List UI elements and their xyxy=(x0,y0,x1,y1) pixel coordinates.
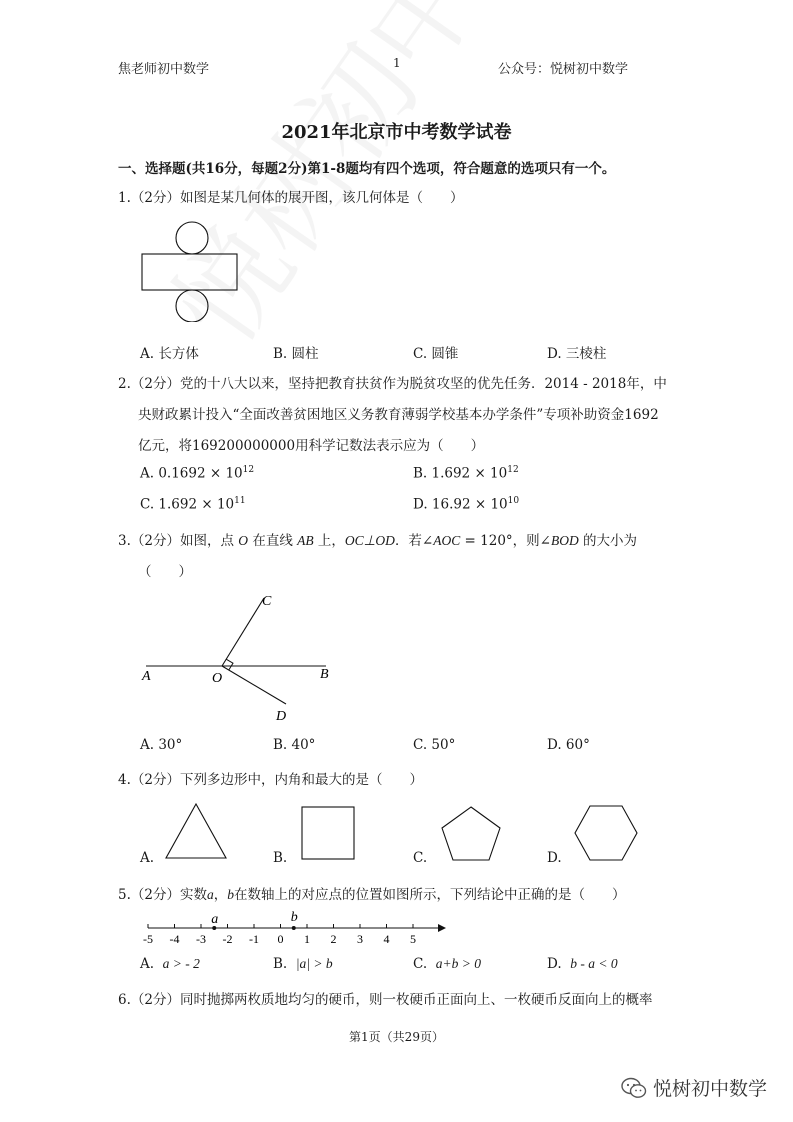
q1-bottom-circle xyxy=(176,290,208,322)
header-left: 焦老师初中数学 xyxy=(118,62,210,77)
q5-tick-label: 4 xyxy=(383,932,390,946)
q4-triangle-figure xyxy=(162,800,232,862)
wechat-icon xyxy=(621,1077,647,1099)
q3-label-c: C xyxy=(262,594,272,609)
q2-option-c[interactable]: C. $1.692 \times 10^{11}$ xyxy=(140,496,246,513)
q2-option-b[interactable]: B. $1.692 \times 10^{12}$ xyxy=(413,465,519,482)
q2-option-a[interactable]: A. $0.1692 \times 10^{12}$ xyxy=(140,465,255,482)
brand-name: 悦树初中数学 xyxy=(652,1078,767,1100)
q1-top-circle xyxy=(176,222,208,254)
q5-option-a[interactable]: A. a > - 2 xyxy=(140,956,200,972)
q4-option-a[interactable]: A. xyxy=(140,850,155,866)
q4-square-figure xyxy=(298,803,358,861)
q1-stem: 1.（2分）如图是某几何体的展开图，该几何体是（ ） xyxy=(118,190,464,206)
q4-option-d[interactable]: D. xyxy=(547,850,562,866)
q2-line2: 央财政累计投入“全面改善贫困地区义务教育薄弱学校基本办学条件”专项补助资金1692 xyxy=(138,407,659,423)
q3-right-angle-mark xyxy=(226,659,233,670)
q5-number-line xyxy=(138,908,448,948)
q1-option-d[interactable]: D. 三棱柱 xyxy=(547,346,607,362)
q5-point-b xyxy=(292,926,296,930)
q3-label-b: B xyxy=(320,667,329,682)
q5-stem: 5.（2分）实数a，b在数轴上的对应点的位置如图所示，下列结论中正确的是（ ） xyxy=(118,887,626,903)
page-title: 2021年北京市中考数学试卷 xyxy=(281,122,512,143)
q1-option-a[interactable]: A. 长方体 xyxy=(140,346,199,362)
q5-tick-label: -4 xyxy=(169,932,180,946)
q4-stem: 4.（2分）下列多边形中，内角和最大的是（ ） xyxy=(118,772,423,788)
q5-tick-label: 3 xyxy=(357,932,363,946)
q2-line1: 2.（2分）党的十八大以来，坚持把教育扶贫作为脱贫攻坚的优先任务．2014 - 2018年，中 xyxy=(118,376,667,392)
header-page-number: 1 xyxy=(393,56,401,70)
q5-tick-label: 5 xyxy=(410,932,416,946)
q3-angle-figure xyxy=(136,590,346,725)
q5-label-b: b xyxy=(290,910,298,925)
section-heading: 一、选择题(共16分，每题2分)第1-8题均有四个选项，符合题意的选项只有一个。 xyxy=(118,161,616,177)
q3-ray-od xyxy=(222,666,286,704)
q5-option-d[interactable]: D. b - a < 0 xyxy=(547,956,618,972)
q3-label-d: D xyxy=(276,709,287,724)
q5-tick-label: 1 xyxy=(304,932,310,946)
q5-label-a: a xyxy=(211,912,219,927)
q4-option-b[interactable]: B. xyxy=(273,850,288,866)
q5-tick-label: -5 xyxy=(143,932,153,946)
header-right: 公众号：悦树初中数学 xyxy=(498,62,629,77)
q3-label-o: O xyxy=(212,671,223,686)
q3-stem: 3.（2分）如图，点 O 在直线 AB 上，OC⊥OD．若∠AOC = 120°，则∠BOD 的大小为 xyxy=(118,533,638,549)
q4-pentagon-figure xyxy=(438,803,504,863)
q3-ray-oc xyxy=(222,598,264,666)
brand-watermark xyxy=(621,1074,767,1101)
q2-option-d[interactable]: D. $16.92 \times 10^{10}$ xyxy=(413,496,520,513)
q5-tick-label: -3 xyxy=(196,932,206,946)
q1-rectangle xyxy=(142,254,237,290)
q1-option-b[interactable]: B. 圆柱 xyxy=(273,346,319,362)
q4-hexagon-figure xyxy=(572,802,640,864)
q1-option-c[interactable]: C. 圆锥 xyxy=(413,346,459,362)
q3-option-a[interactable]: A. 30° xyxy=(140,737,183,753)
q3-label-a: A xyxy=(142,669,151,684)
q5-tick-label: 2 xyxy=(330,932,337,946)
q5-axis-arrow xyxy=(438,924,446,932)
q2-line3: 亿元，将169200000000用科学记数法表示应为（ ） xyxy=(138,438,485,454)
q5-option-c[interactable]: C. a+b > 0 xyxy=(413,956,481,972)
q6-stem: 6.（2分）同时抛掷两枚质地均匀的硬币，则一枚硬币正面向上、一枚硬币反面向上的概率 xyxy=(118,992,653,1008)
q3-option-c[interactable]: C. 50° xyxy=(413,737,456,753)
q3-paren: （ ） xyxy=(138,564,192,580)
q3-option-d[interactable]: D. 60° xyxy=(547,737,590,753)
q5-option-b[interactable]: B. |a| > b xyxy=(273,956,333,972)
q5-tick-label: 0 xyxy=(277,932,284,946)
q4-option-c[interactable]: C. xyxy=(413,850,428,866)
page-footer: 第1页（共29页） xyxy=(349,1030,444,1044)
q5-tick-label: -1 xyxy=(249,932,259,946)
q3-option-b[interactable]: B. 40° xyxy=(273,737,316,753)
q5-tick-label: -2 xyxy=(222,932,233,946)
q1-net-figure xyxy=(138,220,242,322)
